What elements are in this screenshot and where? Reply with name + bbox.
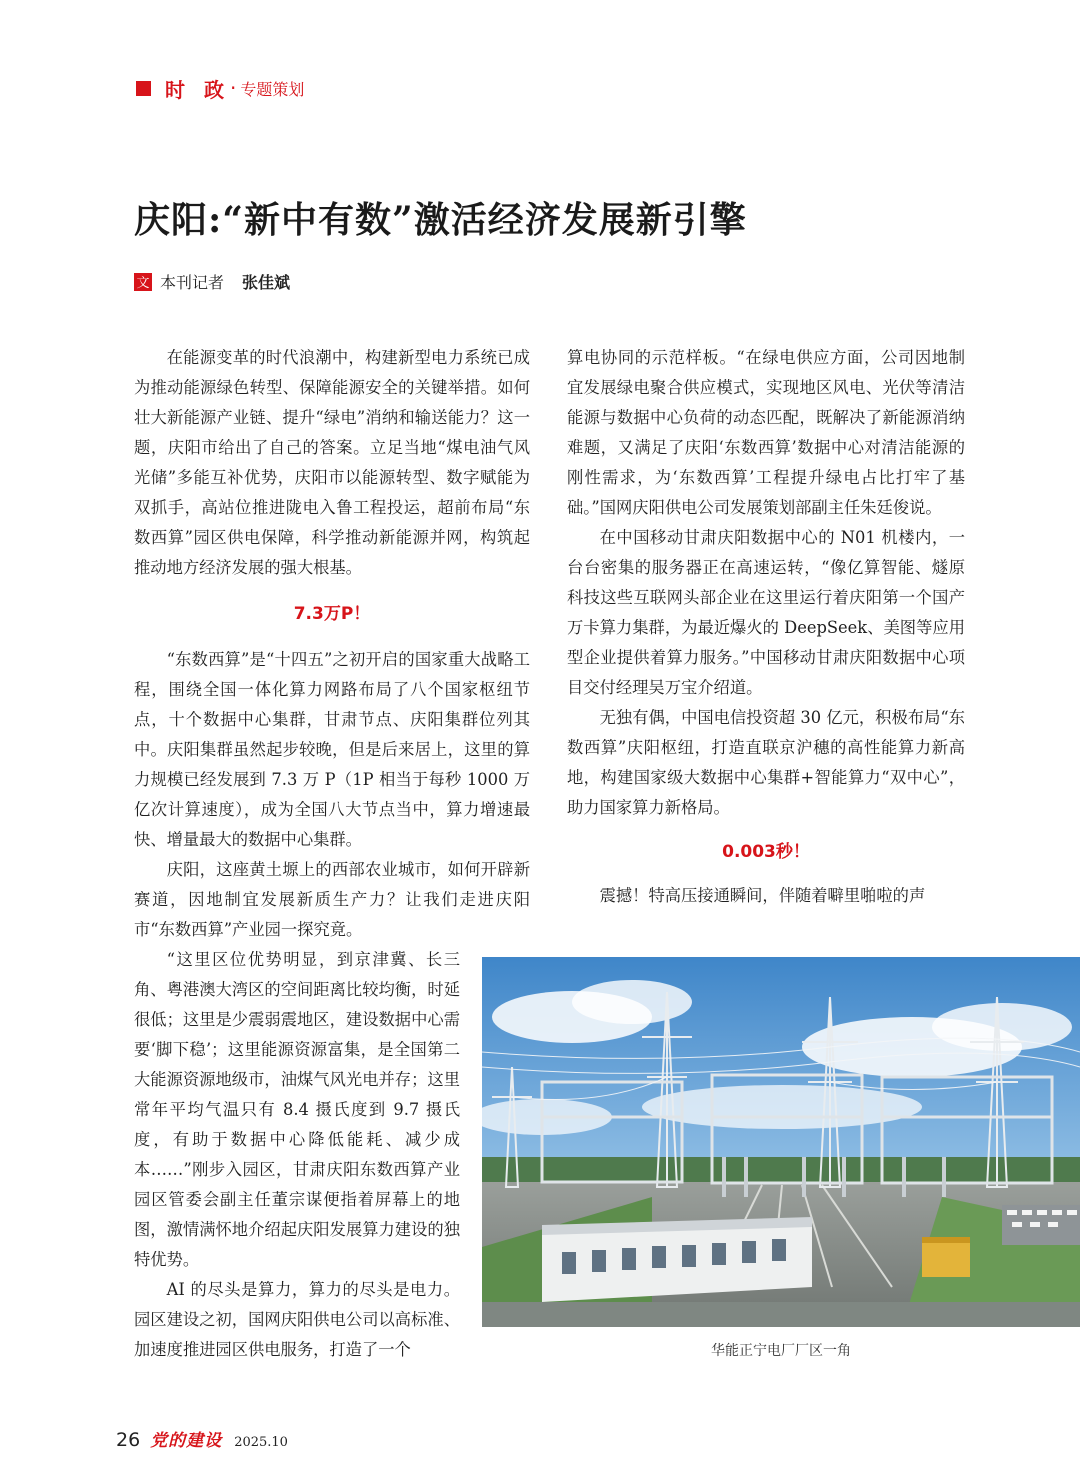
byline-badge: 文 bbox=[134, 273, 152, 291]
body-paragraph: AI 的尽头是算力，算力的尽头是电力。园区建设之初，国网庆阳供电公司以高标准、加速度推进园区供电服务，打造了一个 bbox=[134, 1280, 460, 1359]
body-paragraph: 在能源变革的时代浪潮中，构建新型电力系统已成为推动能源绿色转型、保障能源安全的关键举措。如何壮大新能源产业链、提升“绿电”消纳和输送能力？这一题，庆阳市给出了自己的答案。立足当地“煤电油气风光储”多能互补优势，庆阳市以能源转型、数字赋能为双抓手，高站位推进陇电入鲁工程投运，超前布局“东数西算”园区供电保障，科学推动新能源并网，构筑起推动地方经济发展的强大根基。 bbox=[134, 348, 530, 577]
section-name: 时 政 bbox=[165, 77, 230, 102]
body-paragraph: 震撼！特高压接通瞬间，伴随着噼里啪啦的声 bbox=[599, 886, 926, 905]
subheading: 0.003秒！ bbox=[722, 842, 810, 862]
body-paragraph: 在中国移动甘肃庆阳数据中心的 N01 机楼内，一台台密集的服务器正在高速运转，“像亿算智能、燧原科技这些互联网头部企业在这里运行着庆阳第一个国产万卡算力集群，为最近爆火的 DeepSeek、美图等应用型企业提供着算力服务。”中国移动甘肃庆阳数据中心项目交付经理吴万宝介绍道。 bbox=[567, 528, 965, 697]
section-tag bbox=[136, 76, 304, 100]
article-title: 庆阳:“新中有数”激活经济发展新引擎 bbox=[134, 199, 747, 241]
body-column-left-bottom bbox=[134, 945, 460, 1365]
body-paragraph: “这里区位优势明显，到京津冀、长三角、粤港澳大湾区的空间距离比较均衡，时延很低；这里是少震弱震地区，建设数据中心需要‘脚下稳’；这里能源资源富集，是全国第二大能源资源地级市，油煤气风光电并存；这里常年平均气温只有 8.4 摄氏度到 9.7 摄氏度，有助于数据中心降低能耗、减少成本……”刚步入园区，甘肃庆阳东数西算产业园区管委会副主任董宗谋便指着屏幕上的地图，激情满怀地介绍起庆阳发展算力建设的独特优势。 bbox=[134, 950, 460, 1269]
body-paragraph: 无独有偶，中国电信投资超 30 亿元，积极布局“东数西算”庆阳枢纽，打造直联京沪穗的高性能算力新高地，构建国家级大数据中心集群+智能算力“双中心”，助力国家算力新格局。 bbox=[567, 708, 965, 817]
body-paragraph: 庆阳，这座黄土塬上的西部农业城市，如何开辟新赛道，因地制宜发展新质生产力？让我们走进庆阳市“东数西算”产业园一探究竟。 bbox=[134, 860, 530, 939]
byline bbox=[134, 270, 290, 293]
magazine-logo: 党的建设 bbox=[150, 1431, 223, 1451]
body-column-right bbox=[567, 343, 965, 911]
page-number: 26 bbox=[116, 1429, 141, 1451]
photo-caption: 华能正宁电厂厂区一角 bbox=[711, 1343, 851, 1359]
substation-photo bbox=[482, 957, 1080, 1327]
body-paragraph: “东数西算”是“十四五”之初开启的国家重大战略工程，围绕全国一体化算力网路布局了八个国家枢纽节点，十个数据中心集群，甘肃节点、庆阳集群位列其中。庆阳集群虽然起步较晚，但是后来居上，这里的算力规模已经发展到 7.3 万 P（1P 相当于每秒 1000 万亿次计算速度），成为全国八大节点当中，算力增速最快、增量最大的数据中心集群。 bbox=[134, 650, 530, 849]
section-subname: 专题策划 bbox=[240, 79, 305, 99]
body-column-left-top bbox=[134, 343, 530, 945]
byline-author: 张佳斌 bbox=[242, 273, 291, 292]
byline-role: 本刊记者 bbox=[160, 273, 225, 292]
subheading: 7.3万P！ bbox=[293, 604, 371, 624]
section-separator: · bbox=[229, 76, 237, 100]
issue-date: 2025.10 bbox=[234, 1435, 288, 1450]
page-footer bbox=[116, 1426, 288, 1451]
body-paragraph: 算电协同的示范样板。“在绿电供应方面，公司因地制宜发展绿电聚合供应模式，实现地区风电、光伏等清洁能源与数据中心负荷的动态匹配，既解决了新能源消纳难题，又满足了庆阳‘东数西算’数据中心对清洁能源的刚性需求，为‘东数西算’工程提升绿电占比打牢了基础。”国网庆阳供电公司发展策划部副主任朱廷俊说。 bbox=[567, 348, 965, 517]
section-marker-square bbox=[136, 81, 151, 96]
